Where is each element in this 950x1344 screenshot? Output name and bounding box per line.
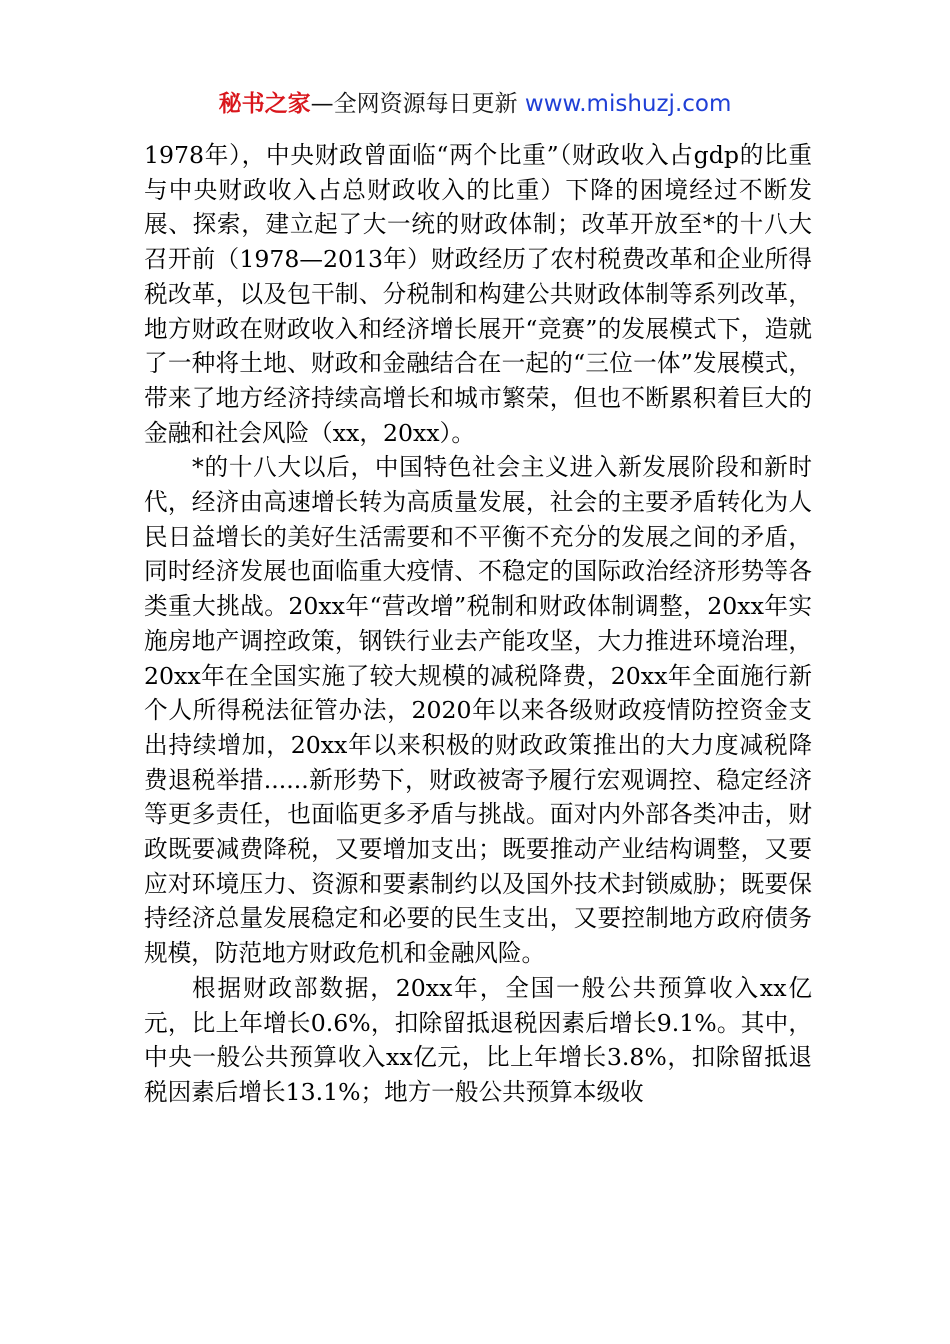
site-brand: 秘书之家 [218, 91, 311, 117]
site-header [0, 84, 950, 124]
site-url-link[interactable]: www.mishuzj.com [524, 91, 732, 117]
paragraph-3: 根据财政部数据，20xx年，全国一般公共预算收入xx亿元，比上年增长0.6%，扣除留抵退税因素后增长9.1%。其中，中央一般公共预算收入xx亿元，比上年增长3.8%，扣除留抵退税因素后增长13.1%；地方一般公共预算本级收 [144, 973, 812, 1106]
document-body [144, 138, 812, 1110]
paragraph-2: *的十八大以后，中国特色社会主义进入新发展阶段和新时代，经济由高速增长转为高质量发展，社会的主要矛盾转化为人民日益增长的美好生活需要和不平衡不充分的发展之间的矛盾，同时经济发展也面临重大疫情、不稳定的国际政治经济形势等各类重大挑战。20xx年“营改增”税制和财政体制调整，20xx年实施房地产调控政策，钢铁行业去产能攻坚，大力推进环境治理，20xx年在全国实施了较大规模的减税降费，20xx年全面施行新个人所得税法征管办法，2020年以来各级财政疫情防控资金支出持续增加，20xx年以来积极的财政政策推出的大力度减税降费退税举措......新形势下，财政被寄予履行宏观调控、稳定经济等更多责任，也面临更多矛盾与挑战。面对内外部各类冲击，财政既要减费降税，又要增加支出；既要推动产业结构调整，又要应对环境压力、资源和要素制约以及国外技术封锁威胁；既要保持经济总量发展稳定和必要的民生支出，又要控制地方政府债务规模，防范地方财政危机和金融风险。 [144, 453, 812, 968]
site-tagline: —全网资源每日更新 [310, 91, 525, 117]
paragraph-1: 1978年），中央财政曾面临“两个比重”（财政收入占gdp的比重与中央财政收入占总财政收入的比重）下降的困境经过不断发展、探索，建立起了大一统的财政体制；改革开放至*的十八大召开前（1978—2013年）财政经历了农村税费改革和企业所得税改革，以及包干制、分税制和构建公共财政体制等系列改革，地方财政在财政收入和经济增长展开“竞赛”的发展模式下，造就了一种将土地、财政和金融结合在一起的“三位一体”发展模式，带来了地方经济持续高增长和城市繁荣，但也不断累积着巨大的金融和社会风险（xx，20xx）。 [144, 141, 812, 447]
